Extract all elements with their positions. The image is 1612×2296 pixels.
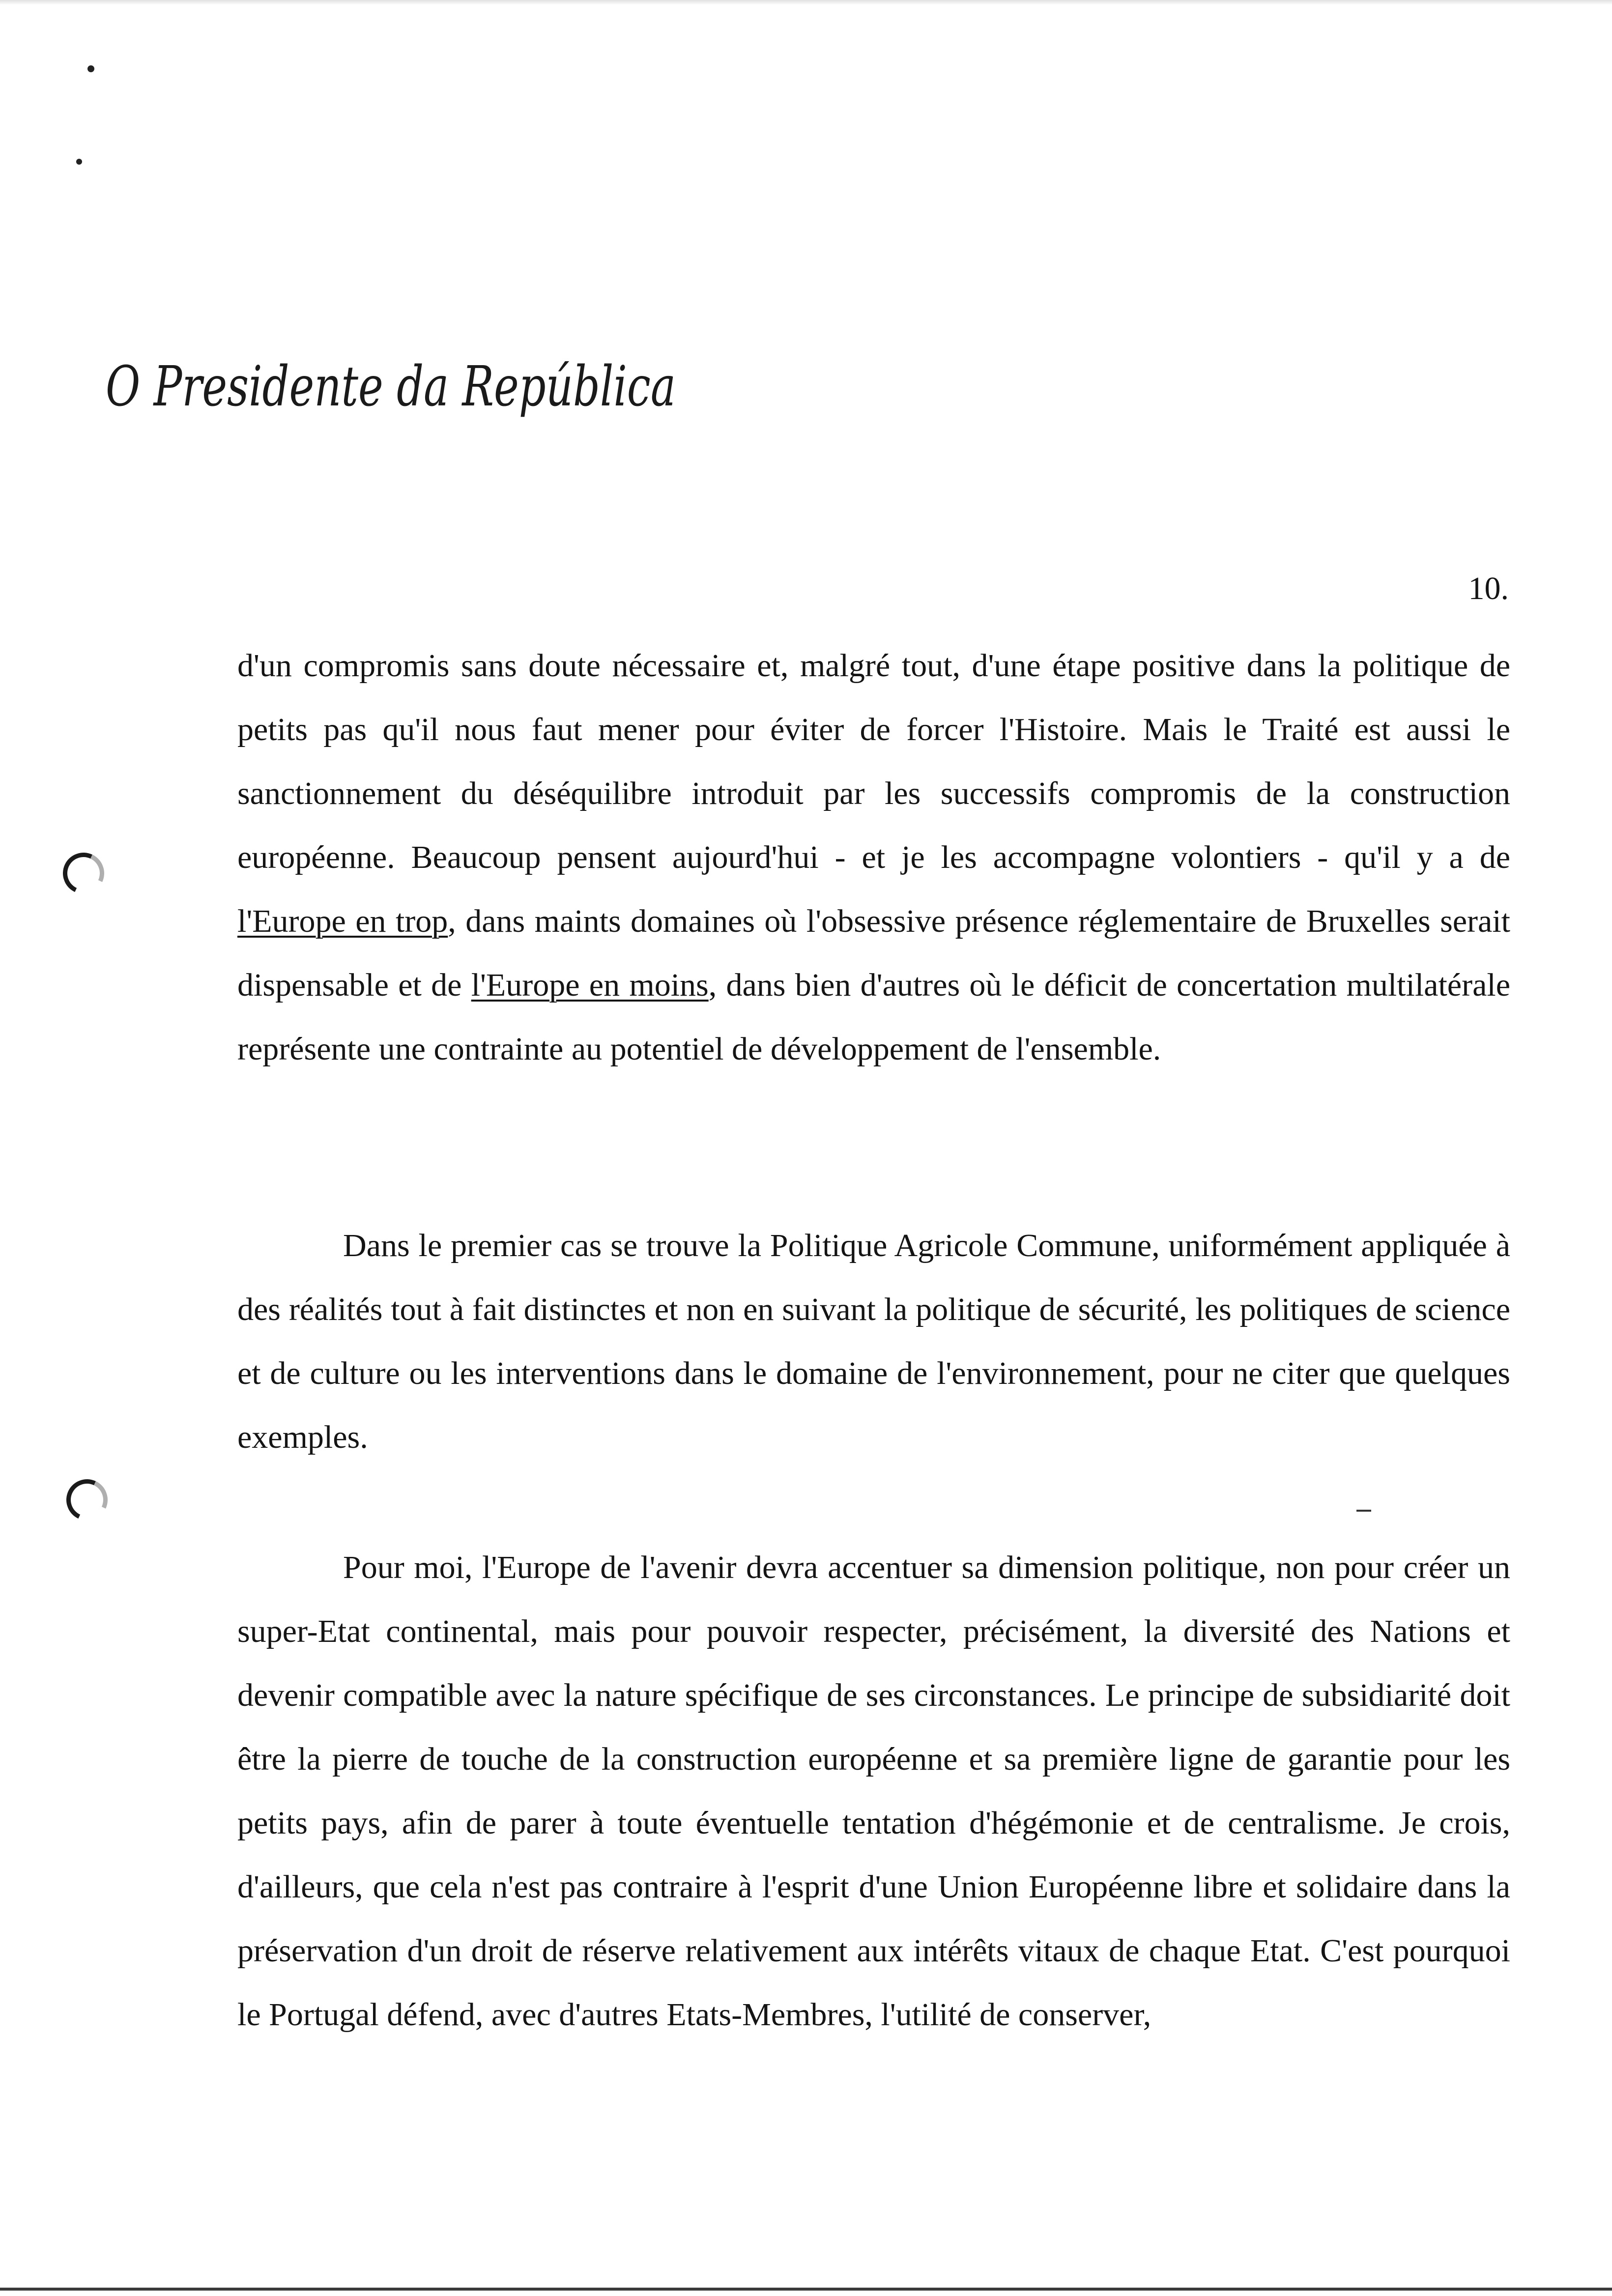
paragraph-3 xyxy=(237,1536,1510,2047)
scan-speck xyxy=(76,159,82,165)
paragraph-2 xyxy=(237,1214,1510,1469)
underlined-phrase-europe-en-moins: l'Europe en moins xyxy=(471,967,709,1003)
letterhead-script xyxy=(106,344,695,432)
punch-hole-mark xyxy=(57,847,110,900)
scan-bottom-edge xyxy=(0,2288,1612,2291)
paragraph-1-seg3: , dans bien d'autres où le déficit de concertation multilatérale représente une contrainte au potentiel de développement de l'ensemble. xyxy=(237,967,1510,1067)
underlined-phrase-europe-en-trop: l'Europe en trop xyxy=(237,903,448,939)
paragraph-1 xyxy=(237,634,1510,1081)
paragraph-1-seg2: , dans maints domaines où l'obsessive présence réglementaire de Bruxelles serait dispensable et de xyxy=(237,903,1510,1003)
punch-hole-mark xyxy=(60,1473,114,1526)
paragraph-text: Pour moi, l'Europe de l'avenir devra accentuer sa dimension politique, non pour créer un super-Etat continental, mais pour pouvoir respecter, précisément, la diversité des Nations et devenir compatible avec la nature spécifique de ses circonstances. Le principe de subsidiarité doit être la pierre de touche de la construction européenne et sa première ligne de garantie pour les petits pays, afin de parer à toute éventuelle tentation d'hégémonie et de centralisme. Je crois, d'ailleurs, que cela n'est pas contraire à l'esprit d'une Union Européenne libre et solidaire dans la préservation d'un droit de réserve relativement aux intérêts vitaux de chaque Etat. C'est pourquoi le Portugal défend, avec d'autres Etats-Membres, l'utilité de conserver, xyxy=(237,1550,1510,2033)
letterhead xyxy=(106,344,695,432)
scan-top-edge xyxy=(0,0,1612,5)
stray-mark xyxy=(1356,1510,1371,1512)
page-number: 10. xyxy=(1468,571,1509,606)
scan-speck xyxy=(87,65,94,72)
letterhead-title: O Presidente da República xyxy=(106,355,676,419)
paragraph-1-seg1: d'un compromis sans doute nécessaire et, malgré tout, d'une étape positive dans la politique de petits pas qu'il nous faut mener pour éviter de forcer l'Histoire. Mais le Traité est aussi le sanctionnement du déséquilibre introduit par les successifs compromis de la construction européenne. Beaucoup pensent aujourd'hui - et je les accompagne volontiers - qu'il y a de xyxy=(237,648,1510,875)
paragraph-text xyxy=(237,634,1510,1081)
paragraph-text: Dans le premier cas se trouve la Politique Agricole Commune, uniformément appliquée à des réalités tout à fait distinctes et non en suivant la politique de sécurité, les politiques de science et de culture ou les interventions dans le domaine de l'environnement, pour ne citer que quelques exemples. xyxy=(237,1228,1510,1455)
